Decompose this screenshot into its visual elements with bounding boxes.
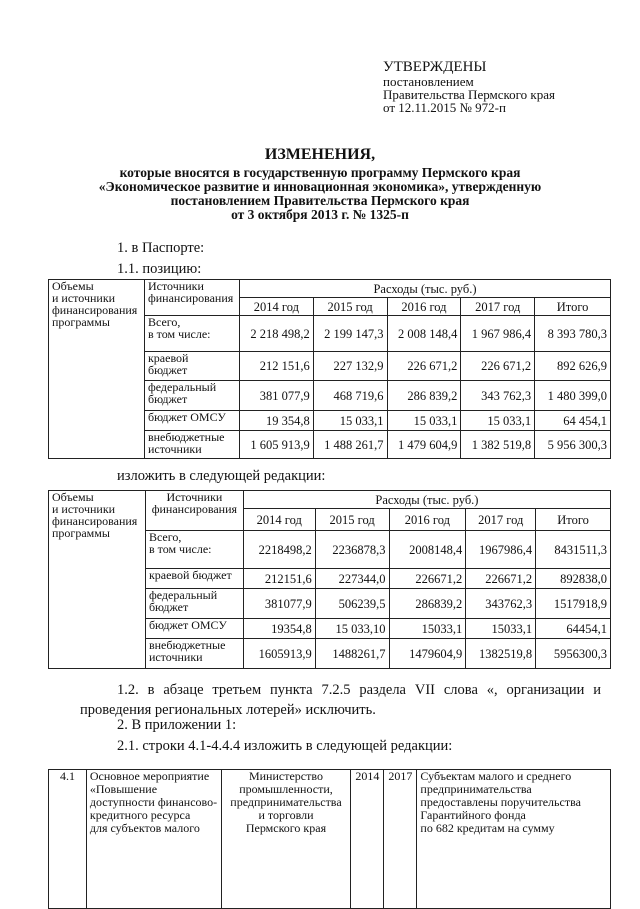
value-cell: 1 605 913,9 — [239, 431, 313, 459]
annex-table — [48, 769, 611, 909]
value-cell: 1 382 519,8 — [461, 431, 535, 459]
source-label: Всего, в том числе: — [145, 531, 243, 569]
value-cell: 227 132,9 — [313, 352, 387, 381]
source-label: бюджет ОМСУ — [145, 619, 243, 639]
approval-stamp — [383, 60, 555, 114]
approval-line4: от 12.11.2015 № 972-п — [383, 100, 506, 115]
value-cell: 5 956 300,3 — [535, 431, 611, 459]
value-cell: 286839,2 — [389, 589, 466, 619]
source-label: внебюджетные источники — [144, 431, 239, 459]
value-cell: 1605913,9 — [243, 639, 315, 669]
result-cell: Субъектам малого и среднего предпринимательства предоставлены поручительства Гарантийного фонда по 682 кредитам на сумму — [417, 770, 611, 909]
value-cell: 227344,0 — [315, 569, 389, 589]
para-new-edition: изложить в следующей редакции: — [117, 468, 326, 484]
year-header: 2016 год — [389, 509, 466, 531]
value-cell: 1 480 399,0 — [535, 381, 611, 411]
value-cell: 1479604,9 — [389, 639, 466, 669]
value-cell: 15 033,10 — [315, 619, 389, 639]
source-label: бюджет ОМСУ — [144, 411, 239, 431]
source-label: краевой бюджет — [144, 352, 239, 381]
source-label: Всего, в том числе: — [144, 316, 239, 352]
value-cell: 1 488 261,7 — [313, 431, 387, 459]
row-number: 4.1 — [49, 770, 87, 909]
para-1: 1. в Паспорте: — [117, 240, 205, 256]
para-2: 2. В приложении 1: — [117, 717, 237, 733]
value-cell: 19354,8 — [243, 619, 315, 639]
para-1-1: 1.1. позицию: — [117, 261, 202, 277]
sources-header: Источники финансирования — [145, 491, 243, 531]
value-cell: 212 151,6 — [239, 352, 313, 381]
value-cell: 226 671,2 — [461, 352, 535, 381]
executor-cell: Министерство промышленности, предпринимательства и торговли Пермского края — [221, 770, 351, 909]
value-cell: 212151,6 — [243, 569, 315, 589]
financing-table-old — [48, 279, 611, 459]
value-cell: 1967986,4 — [466, 531, 536, 569]
document-heading: ИЗМЕНЕНИЯ, — [264, 146, 376, 163]
subtitle-line2: «Экономическое развитие и инновационная экономика», утвержденную — [98, 179, 542, 194]
program-volume-label: Объемы и источники финансирования программы — [49, 280, 145, 459]
value-cell: 343 762,3 — [461, 381, 535, 411]
value-cell: 2 218 498,2 — [239, 316, 313, 352]
value-cell: 15 033,1 — [387, 411, 461, 431]
year-header: Итого — [535, 298, 611, 316]
value-cell: 468 719,6 — [313, 381, 387, 411]
event-cell: Основное мероприятие «Повышение доступности финансово- кредитного ресурса для субъектов малого — [86, 770, 221, 909]
value-cell: 2236878,3 — [315, 531, 389, 569]
subtitle-line1: которые вносятся в государственную программу Пермского края — [119, 165, 521, 180]
value-cell: 286 839,2 — [387, 381, 461, 411]
value-cell: 15 033,1 — [313, 411, 387, 431]
value-cell: 226671,2 — [389, 569, 466, 589]
value-cell: 1488261,7 — [315, 639, 389, 669]
document-subtitle — [0, 166, 640, 222]
financing-table-new — [48, 490, 611, 669]
value-cell: 2 199 147,3 — [313, 316, 387, 352]
expenses-header: Расходы (тыс. руб.) — [243, 491, 610, 509]
value-cell: 343762,3 — [466, 589, 536, 619]
sources-header: Источники финансирования — [144, 280, 239, 316]
value-cell: 2008148,4 — [389, 531, 466, 569]
value-cell: 892838,0 — [536, 569, 611, 589]
source-label: федеральный бюджет — [145, 589, 243, 619]
value-cell: 1517918,9 — [536, 589, 611, 619]
approval-line3: Правительства Пермского края — [383, 87, 555, 102]
year-header: 2014 год — [243, 509, 315, 531]
year-header: 2014 год — [239, 298, 313, 316]
value-cell: 506239,5 — [315, 589, 389, 619]
para-1-2: 1.2. в абзаце третьем пункта 7.2.5 раздела VII слова «, организации и проведения региональных лотерей» исключить. — [80, 682, 601, 718]
program-volume-label: Объемы и источники финансирования программы — [49, 491, 146, 669]
subtitle-line3: постановлением Правительства Пермского края — [170, 193, 470, 208]
value-cell: 226671,2 — [466, 569, 536, 589]
year-header: 2016 год — [387, 298, 461, 316]
value-cell: 1 479 604,9 — [387, 431, 461, 459]
value-cell: 19 354,8 — [239, 411, 313, 431]
approval-line2: постановлением — [383, 74, 474, 89]
source-label: федеральный бюджет — [144, 381, 239, 411]
value-cell: 892 626,9 — [535, 352, 611, 381]
value-cell: 5956300,3 — [536, 639, 611, 669]
value-cell: 15033,1 — [466, 619, 536, 639]
end-year: 2017 — [384, 770, 417, 909]
year-header: 2015 год — [315, 509, 389, 531]
value-cell: 64 454,1 — [535, 411, 611, 431]
value-cell: 8 393 780,3 — [535, 316, 611, 352]
value-cell: 381 077,9 — [239, 381, 313, 411]
year-header: 2017 год — [466, 509, 536, 531]
source-label: внебюджетные источники — [145, 639, 243, 669]
expenses-header: Расходы (тыс. руб.) — [239, 280, 610, 298]
value-cell: 2218498,2 — [243, 531, 315, 569]
value-cell: 8431511,3 — [536, 531, 611, 569]
year-header: Итого — [536, 509, 611, 531]
value-cell: 381077,9 — [243, 589, 315, 619]
value-cell: 226 671,2 — [387, 352, 461, 381]
para-2-1: 2.1. строки 4.1-4.4.4 изложить в следующей редакции: — [117, 738, 453, 754]
year-header: 2015 год — [313, 298, 387, 316]
approval-title: УТВЕРЖДЕНЫ — [383, 59, 487, 75]
value-cell: 1 967 986,4 — [461, 316, 535, 352]
value-cell: 15 033,1 — [461, 411, 535, 431]
value-cell: 2 008 148,4 — [387, 316, 461, 352]
value-cell: 15033,1 — [389, 619, 466, 639]
year-header: 2017 год — [461, 298, 535, 316]
source-label: краевой бюджет — [145, 569, 243, 589]
start-year: 2014 — [351, 770, 384, 909]
value-cell: 1382519,8 — [466, 639, 536, 669]
subtitle-line4: от 3 октября 2013 г. № 1325-п — [231, 207, 409, 222]
value-cell: 64454,1 — [536, 619, 611, 639]
